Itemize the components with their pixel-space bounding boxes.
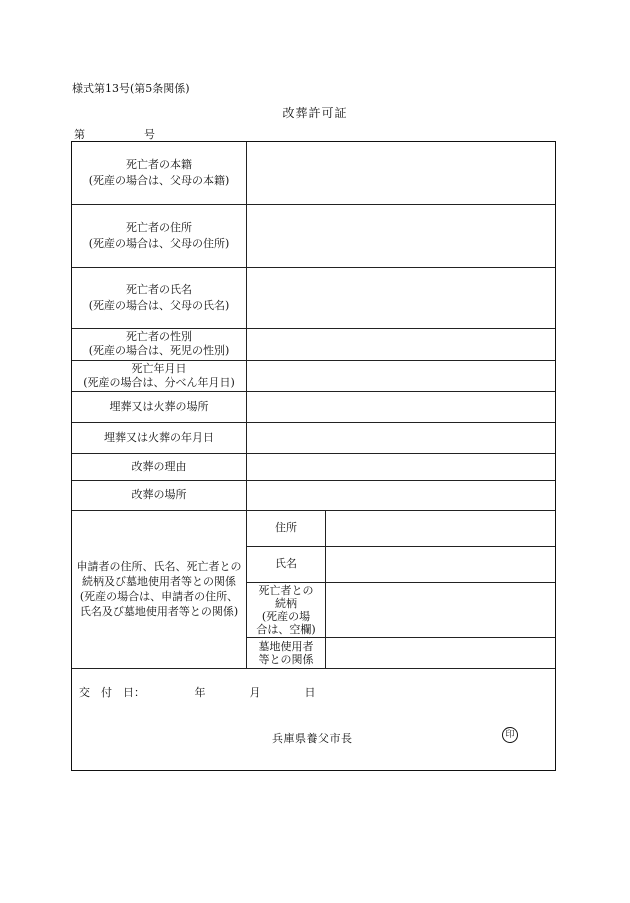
- applicant-address-value[interactable]: [326, 510, 555, 546]
- row-burial-place-label: 埋葬又は火葬の場所: [109, 399, 209, 413]
- row-reburial-place-label: 改葬の場所: [131, 488, 187, 501]
- row-name-label: 死亡者の氏名 (死産の場合は、父母の氏名): [88, 282, 230, 312]
- row-honseki-value[interactable]: [247, 142, 555, 204]
- permit-table: [71, 141, 556, 771]
- row-burial-place-value[interactable]: [247, 391, 555, 422]
- row-name-value[interactable]: [247, 267, 555, 328]
- form-number: 様式第13号(第5条関係): [72, 82, 190, 95]
- applicant-label: 申請者の住所、氏名、死亡者との 続柄及び墓地使用者等との関係 (死産の場合は、申請者の住所、 氏名及び墓地使用者等との関係): [76, 560, 242, 618]
- row-address-value[interactable]: [247, 204, 555, 267]
- applicant-cemetery-relation-label: 墓地使用者 等との関係: [258, 639, 314, 666]
- issue-date: 交 付 日： 年 月 日: [79, 686, 316, 699]
- row-reason-label: 改葬の理由: [131, 459, 187, 473]
- row-reburial-place-value[interactable]: [247, 480, 555, 510]
- applicant-relation-label: 死亡者との 続柄 (死産の場 合は、空欄): [256, 583, 316, 636]
- permit-number-suffix: 号: [144, 128, 155, 141]
- applicant-relation-value[interactable]: [326, 582, 555, 637]
- row-sex-label: 死亡者の性別 (死産の場合は、死児の性別): [88, 330, 230, 357]
- permit-number-prefix: 第: [74, 128, 85, 141]
- row-address-label: 死亡者の住所 (死産の場合は、父母の住所): [88, 220, 230, 250]
- row-sex-value[interactable]: [247, 328, 555, 360]
- row-death-date-value[interactable]: [247, 360, 555, 391]
- applicant-address-label: 住所: [275, 521, 297, 534]
- row-burial-date-label: 埋葬又は火葬の年月日: [104, 430, 214, 444]
- document-title: 改葬許可証: [282, 106, 348, 120]
- issuer-name: 兵庫県養父市長: [272, 732, 353, 745]
- row-death-date-label: 死亡年月日 (死産の場合は、分べん年月日): [83, 361, 235, 389]
- applicant-name-label: 氏名: [275, 557, 297, 570]
- applicant-name-value[interactable]: [326, 546, 555, 582]
- row-honseki-label: 死亡者の本籍 (死産の場合は、父母の本籍): [88, 158, 230, 187]
- row-burial-date-value[interactable]: [247, 422, 555, 453]
- applicant-cemetery-relation-value[interactable]: [326, 637, 555, 668]
- seal-mark: 印: [502, 727, 518, 743]
- row-reason-value[interactable]: [247, 453, 555, 480]
